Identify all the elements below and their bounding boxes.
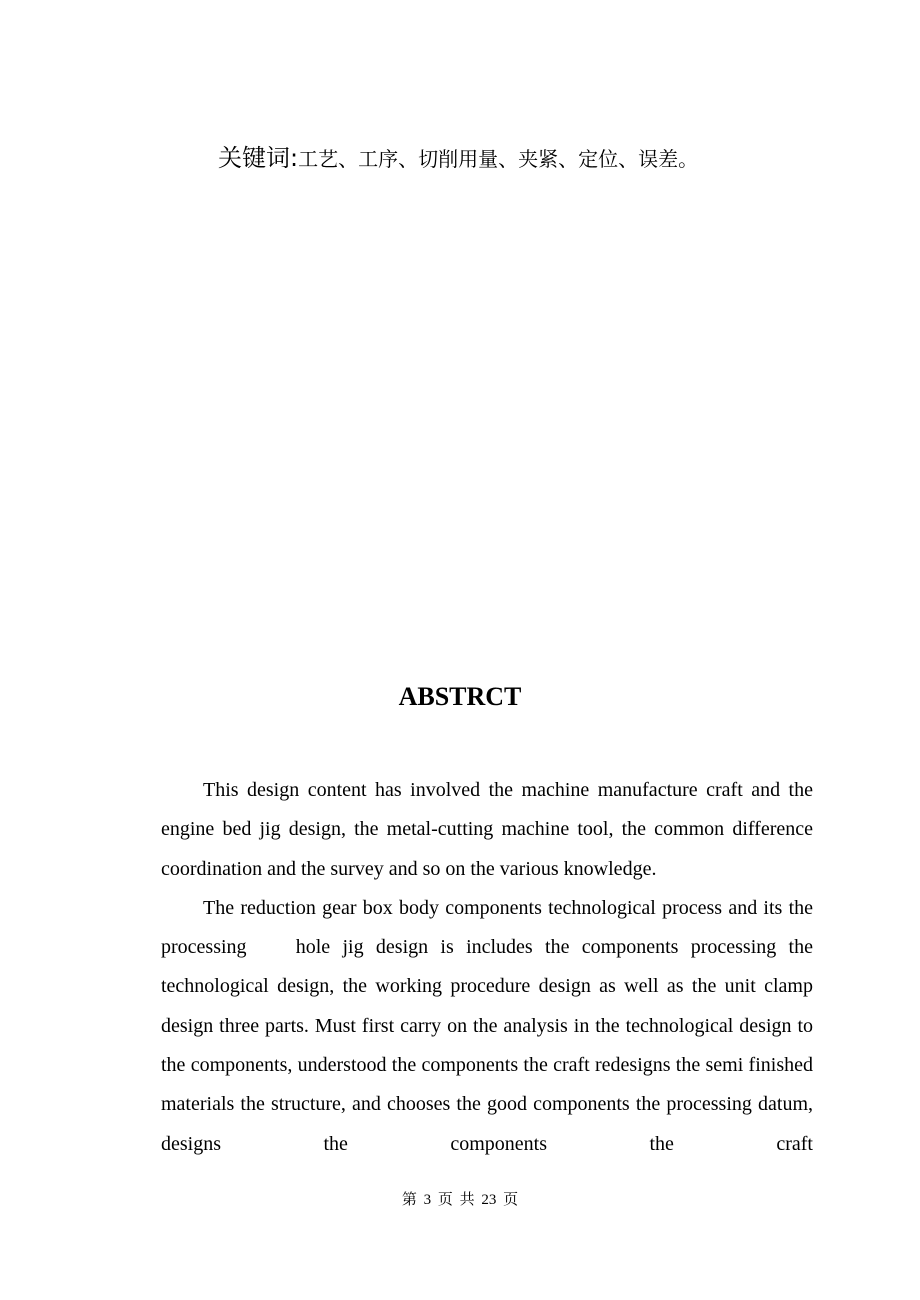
keywords-line	[218, 140, 838, 180]
keywords-terms: 工艺、工序、切削用量、夹紧、定位、误差。	[298, 147, 699, 171]
abstract-paragraph-1: This design content has involved the machine manufacture craft and the engine bed jig design, the metal-cutting machine tool, the common difference coordination and the survey and so on the various knowledge.	[161, 779, 813, 880]
abstract-body	[161, 771, 813, 1164]
page-footer: 第 3 页 共 23 页	[401, 1192, 519, 1208]
abstract-title: ABSTRCT	[398, 682, 522, 711]
abstract-paragraph-2: The reduction gear box body components technological process and its the processing hole jig design is includes the components processing the technological design, the working procedure design as well as the unit clamp design three parts. Must first carry on the analysis in the technological design to the components, understood the components the craft redesigns the semi finished materials the structure, and chooses the good components the processing datum, designs the components the craft	[161, 896, 813, 1155]
keywords-label: 关键词:	[218, 144, 299, 172]
